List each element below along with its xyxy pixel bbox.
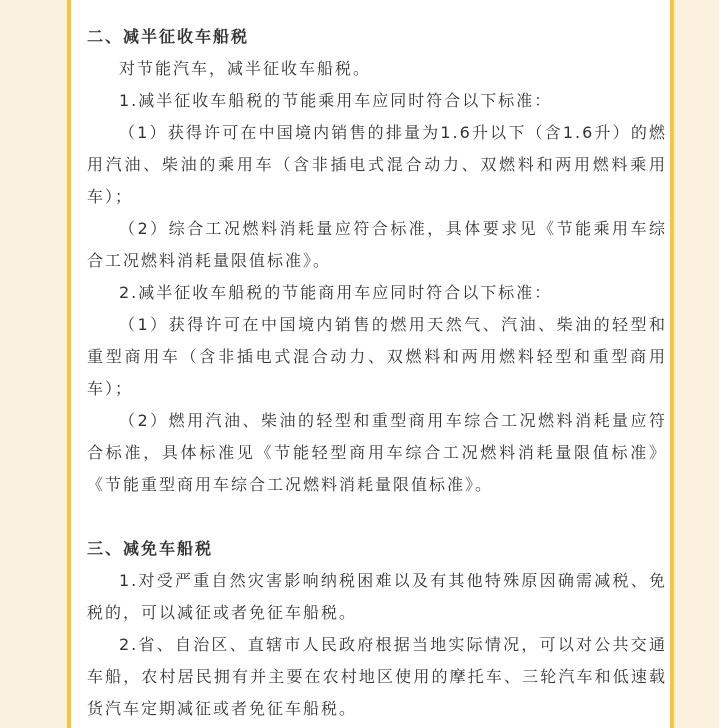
paragraph: （1）获得许可在中国境内销售的燃用天然气、汽油、柴油的轻型和重型商用车（含非插电式混合动力、双燃料和两用燃料轻型和重型商用车）； — [87, 315, 667, 398]
paragraph: 1.减半征收车船税的节能乘用车应同时符合以下标准： — [119, 91, 553, 110]
paragraph: 1.对受严重自然灾害影响纳税困难以及有其他特殊原因确需减税、免税的，可以减征或者免征车船税。 — [87, 571, 667, 622]
paragraph: 2.省、自治区、直辖市人民政府根据当地实际情况，可以对公共交通车船，农村居民拥有并主要在农村地区使用的摩托车、三轮汽车和低速载货汽车定期减征或者免征车船税。 — [87, 635, 667, 718]
paragraph: 对节能汽车，减半征收车船税。 — [119, 59, 372, 78]
article-card — [67, 0, 674, 728]
right-margin — [674, 0, 719, 728]
paragraph: （2）综合工况燃料消耗量应符合标准，具体要求见《节能乘用车综合工况燃料消耗量限值标准》。 — [87, 219, 667, 270]
article-content — [87, 21, 667, 725]
spacer — [87, 501, 667, 533]
left-margin — [0, 0, 67, 728]
paragraph: （2）燃用汽油、柴油的轻型和重型商用车综合工况燃料消耗量应符合标准，具体标准见《节能轻型商用车综合工况燃料消耗量限值标准》《节能重型商用车综合工况燃料消耗量限值标准》。 — [87, 411, 667, 494]
section-heading-half-tax: 二、减半征收车船税 — [87, 27, 250, 46]
paragraph: 2.减半征收车船税的节能商用车应同时符合以下标准： — [119, 283, 553, 302]
paragraph: （1）获得许可在中国境内销售的排量为1.6升以下（含1.6升）的燃用汽油、柴油的乘用车（含非插电式混合动力、双燃料和两用燃料乘用车）； — [87, 123, 667, 206]
section-heading-exemption: 三、减免车船税 — [87, 539, 214, 558]
